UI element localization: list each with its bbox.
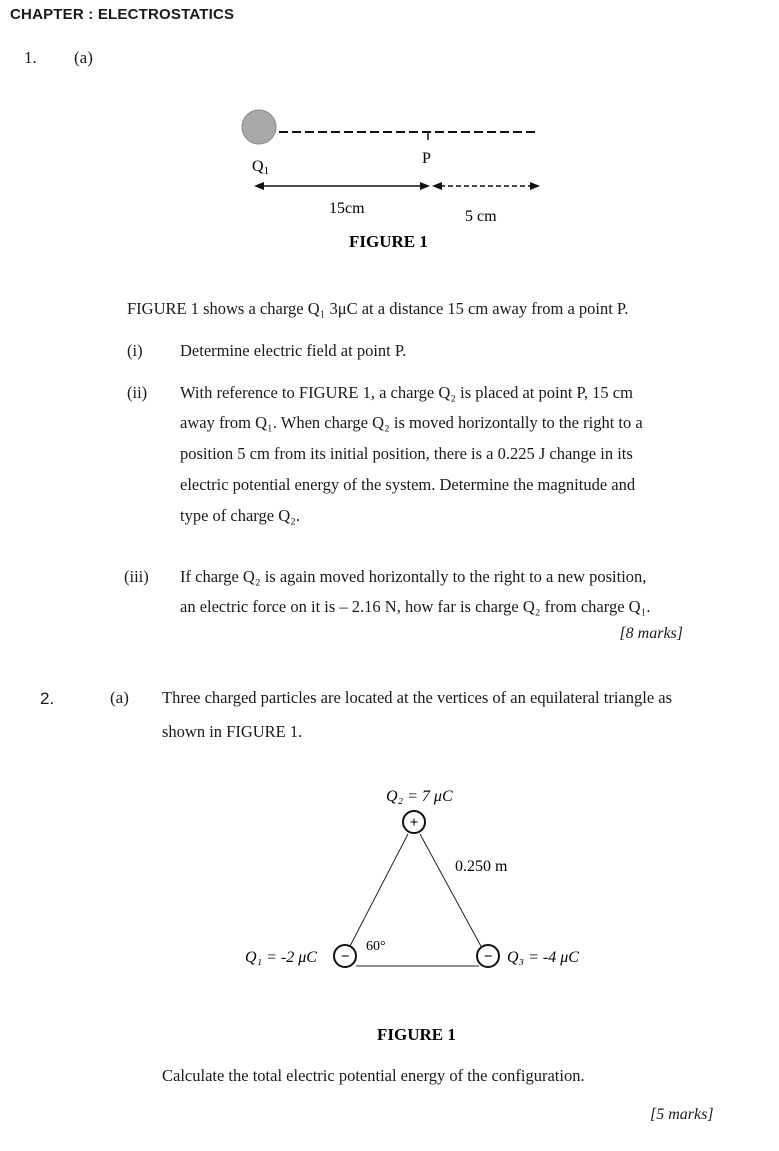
sub-i-number: (i) bbox=[127, 341, 143, 360]
figure-1-triangle-diagram bbox=[0, 770, 779, 1070]
question-2-marks: [5 marks] bbox=[650, 1106, 714, 1123]
side-length-label: 0.250 m bbox=[455, 858, 508, 875]
question-1-intro: FIGURE 1 shows a charge Q₁ 3μC at a distance 15 cm away from a point P. bbox=[127, 299, 629, 318]
charge-q1-sphere bbox=[242, 110, 276, 144]
question-2-line: shown in FIGURE 1. bbox=[162, 722, 303, 741]
figure-1-charge-diagram bbox=[0, 100, 779, 260]
left-charge-sign: − bbox=[340, 949, 350, 965]
question-1-part-a: (a) bbox=[74, 48, 93, 67]
triangle-right-side bbox=[420, 834, 483, 950]
top-charge-sign: + bbox=[409, 815, 419, 831]
triangle-left-side bbox=[348, 834, 408, 950]
right-charge-label: Q₃ = -4 μC bbox=[507, 949, 579, 966]
figure-1-caption: FIGURE 1 bbox=[349, 232, 428, 251]
figure-1-caption-2: FIGURE 1 bbox=[377, 1025, 456, 1044]
question-2-number: 2. bbox=[40, 689, 55, 708]
angle-label: 60° bbox=[366, 939, 386, 954]
sub-ii-line: away from Q₁. When charge Q₂ is moved horizontally to the right to a bbox=[180, 413, 643, 432]
question-1-marks: [8 marks] bbox=[619, 625, 683, 642]
sub-iii-line: an electric force on it is – 2.16 N, how far is charge Q₂ from charge Q₁. bbox=[180, 597, 651, 616]
sub-i-text: Determine electric field at point P. bbox=[180, 341, 407, 360]
sub-iii-line: If charge Q₂ is again moved horizontally to the right to a new position, bbox=[180, 567, 647, 586]
sub-ii-line: With reference to FIGURE 1, a charge Q₂ is placed at point P, 15 cm bbox=[180, 383, 633, 402]
arrowhead-right-end bbox=[530, 182, 540, 190]
charge-q1-label: Q1 bbox=[252, 158, 270, 177]
question-2-task: Calculate the total electric potential energy of the configuration. bbox=[162, 1066, 585, 1085]
sub-ii-number: (ii) bbox=[127, 383, 148, 402]
chapter-title: CHAPTER : ELECTROSTATICS bbox=[10, 6, 235, 23]
question-1-number: 1. bbox=[24, 48, 37, 67]
right-charge-sign: − bbox=[483, 949, 493, 965]
top-charge-label: Q₂ = 7 μC bbox=[386, 788, 453, 805]
question-2-part-a: (a) bbox=[110, 688, 129, 707]
sub-ii-line: type of charge Q₂. bbox=[180, 506, 300, 525]
sub-iii-number: (iii) bbox=[124, 567, 149, 586]
arrowhead-right-p bbox=[420, 182, 430, 190]
distance-label-15cm: 15cm bbox=[329, 200, 365, 217]
point-p-label: P bbox=[422, 150, 431, 167]
sub-ii-line: electric potential energy of the system. Determine the magnitude and bbox=[180, 475, 636, 494]
arrowhead-left-p bbox=[432, 182, 442, 190]
arrowhead-left bbox=[254, 182, 264, 190]
distance-label-5cm: 5 cm bbox=[465, 208, 497, 225]
left-charge-label: Q₁ = -2 μC bbox=[245, 949, 317, 966]
sub-ii-line: position 5 cm from its initial position, there is a 0.225 J change in its bbox=[180, 444, 633, 463]
question-2-line: Three charged particles are located at the vertices of an equilateral triangle as bbox=[162, 688, 673, 707]
